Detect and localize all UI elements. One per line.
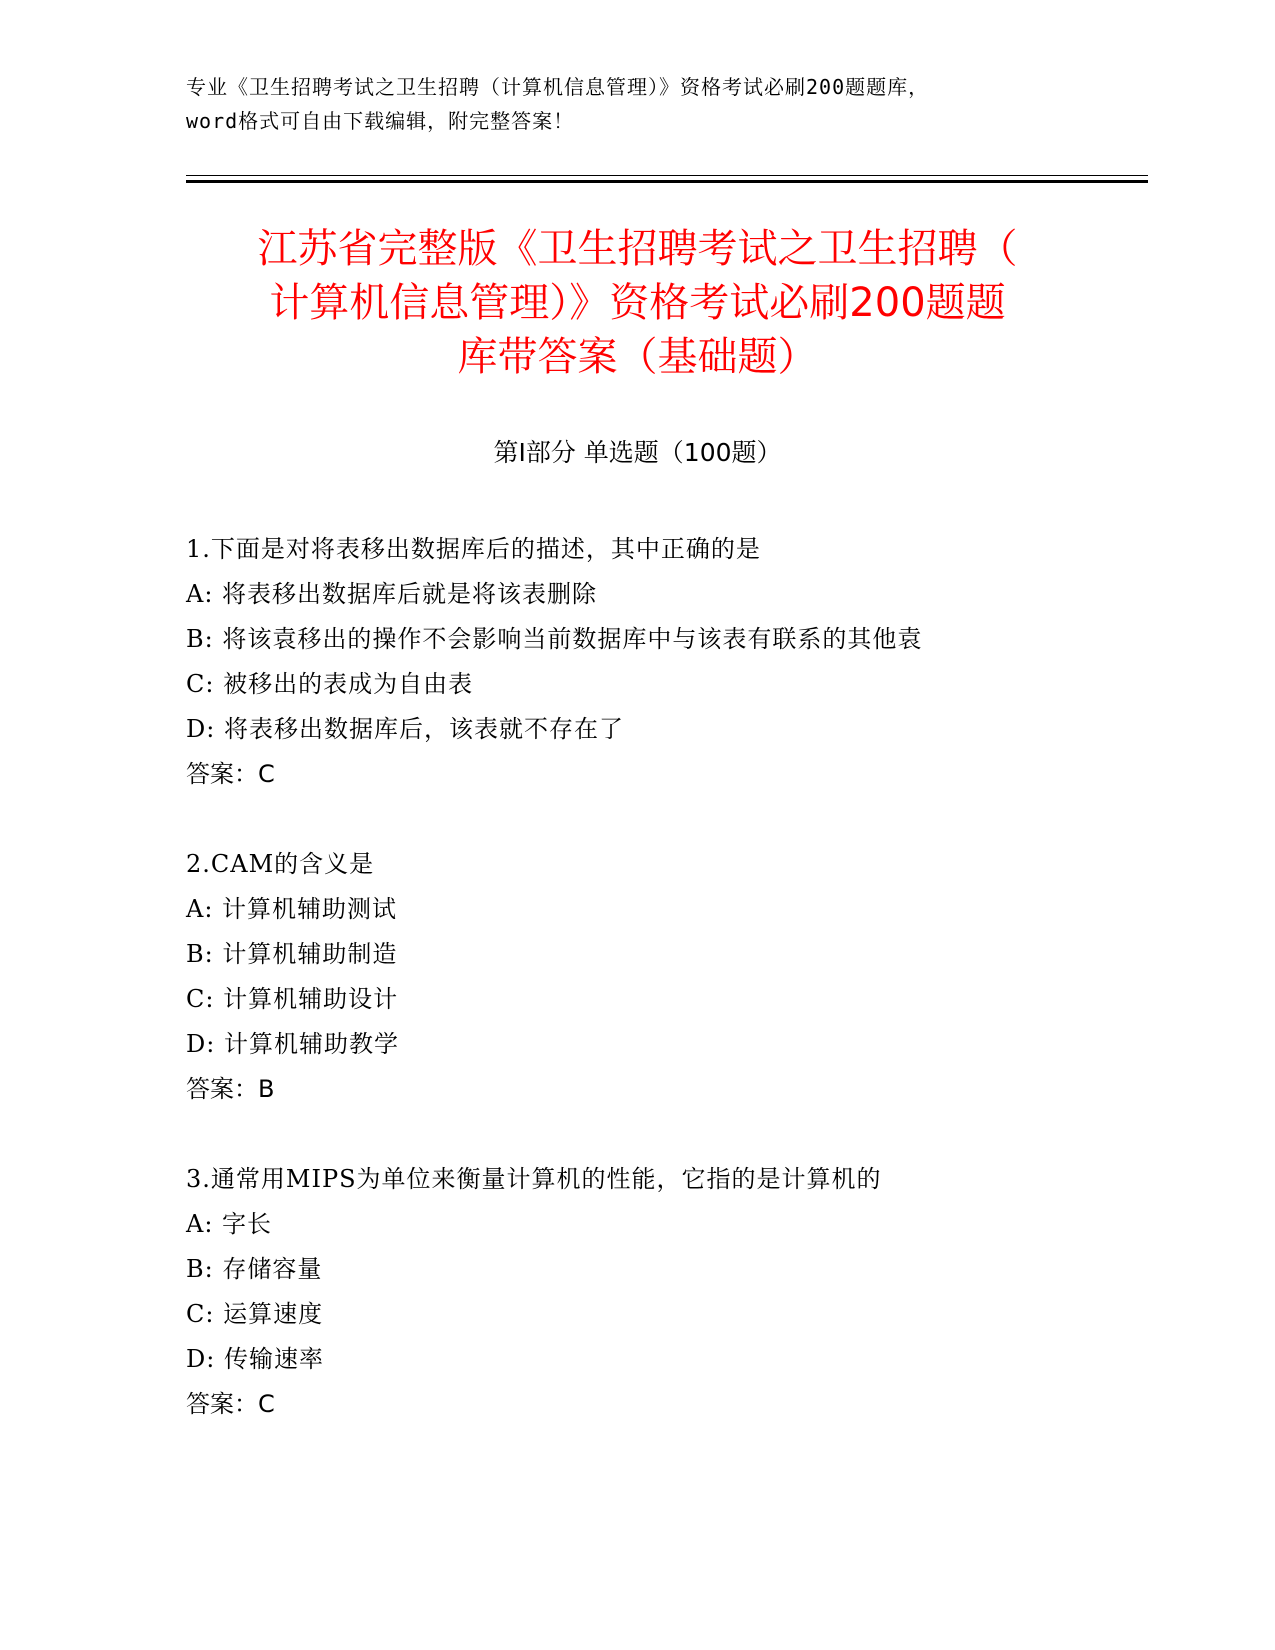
- option-d: D: 计算机辅助教学: [186, 1030, 399, 1058]
- answer: 答案：C: [186, 1390, 275, 1418]
- header-divider-thick: [186, 180, 1148, 183]
- option-d: D: 传输速率: [186, 1345, 324, 1373]
- question-1: [186, 527, 1086, 797]
- document-title: [150, 222, 1125, 384]
- document-title-line-1: 江苏省完整版《卫生招聘考试之卫生招聘（: [257, 226, 1018, 272]
- question-list: [186, 527, 1086, 1472]
- option-b: B: 计算机辅助制造: [186, 940, 398, 968]
- question-3: [186, 1157, 1086, 1427]
- option-a: A: 字长: [186, 1210, 273, 1238]
- section-title: 第Ⅰ部分 单选题（100题）: [493, 438, 782, 467]
- option-c: C: 计算机辅助设计: [186, 985, 399, 1013]
- option-a: A: 将表移出数据库后就是将该表删除: [186, 580, 598, 608]
- header-note-line-2: word格式可自由下载编辑，附完整答案！: [186, 109, 575, 133]
- option-b: B: 将该袁移出的操作不会影响当前数据库中与该表有联系的其他袁: [186, 625, 923, 653]
- answer: 答案：B: [186, 1075, 275, 1103]
- question-stem: 2.CAM的含义是: [186, 850, 375, 878]
- question-stem: 3.通常用MIPS为单位来衡量计算机的性能，它指的是计算机的: [186, 1165, 882, 1193]
- question-stem: 1.下面是对将表移出数据库后的描述，其中正确的是: [186, 535, 761, 563]
- option-a: A: 计算机辅助测试: [186, 895, 398, 923]
- option-c: C: 运算速度: [186, 1300, 324, 1328]
- header-note: [186, 70, 1086, 138]
- option-b: B: 存储容量: [186, 1255, 323, 1283]
- option-d: D: 将表移出数据库后，该表就不存在了: [186, 715, 624, 743]
- option-c: C: 被移出的表成为自由表: [186, 670, 474, 698]
- document-title-line-3: 库带答案（基础题）: [457, 334, 818, 380]
- document-title-line-2: 计算机信息管理）》资格考试必刷200题题: [269, 280, 1006, 326]
- header-divider-thin: [186, 175, 1148, 176]
- header-note-line-1: 专业《卫生招聘考试之卫生招聘（计算机信息管理）》资格考试必刷200题题库，: [186, 75, 930, 99]
- question-2: [186, 842, 1086, 1112]
- answer: 答案：C: [186, 760, 275, 788]
